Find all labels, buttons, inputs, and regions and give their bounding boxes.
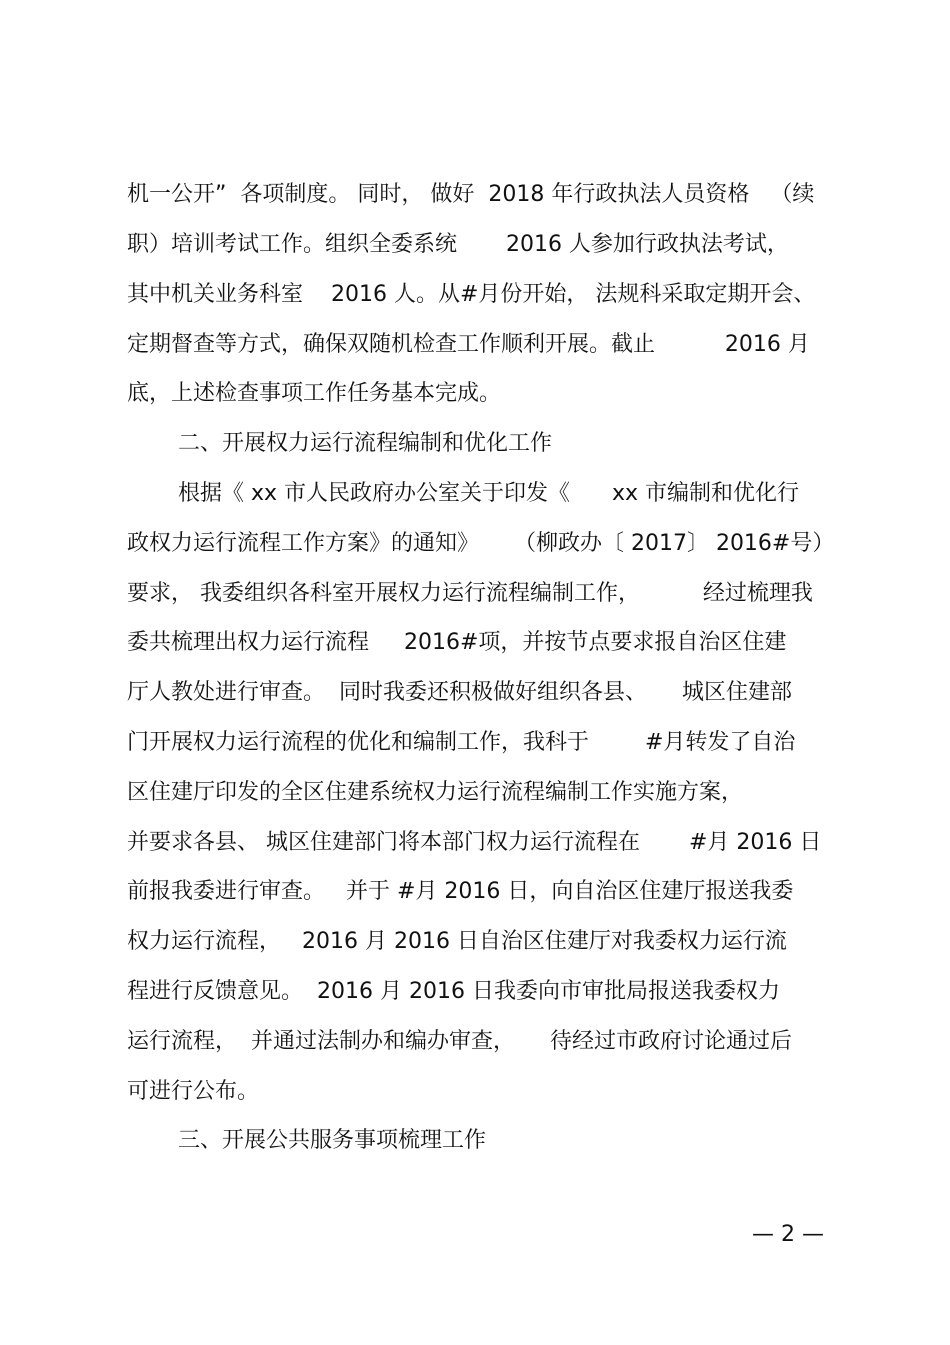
text-line: 其中机关业务科室 2016 人。从#月份开始， 法规科采取定期开会、 — [127, 282, 816, 307]
text-line: 政权力运行流程工作方案》的通知》 （柳政办〔 2017〕 2016#号） — [127, 531, 835, 556]
page-number: — 2 — — [752, 1222, 824, 1247]
text-line: 定期督查等方式，确保双随机检查工作顺利开展。截止 2016 月 — [127, 332, 810, 357]
text-line: 职）培训考试工作。组织全委系统 2016 人参加行政执法考试， — [127, 232, 789, 257]
text-line: 并要求各县、 城区住建部门将本部门权力运行流程在 #月 2016 日 — [127, 830, 822, 855]
section-heading: 二、开展权力运行流程编制和优化工作 — [178, 431, 553, 456]
text-line: 门开展权力运行流程的优化和编制工作，我科于 #月转发了自治 — [127, 730, 796, 755]
text-line: 区住建厅印发的全区住建系统权力运行流程编制工作实施方案， — [127, 780, 744, 805]
text-line: 运行流程， 并通过法制办和编办审查， 待经过市政府讨论通过后 — [127, 1029, 792, 1054]
text-line: 可进行公布。 — [127, 1079, 260, 1104]
text-line: 机一公开” 各项制度。 同时， 做好 2018 年行政执法人员资格 （续 — [127, 182, 815, 207]
text-line: 根据《 xx 市人民政府办公室关于印发《 xx 市编制和优化行 — [178, 481, 800, 506]
text-line: 委共梳理出权力运行流程 2016#项，并按节点要求报自治区住建 — [127, 630, 787, 655]
text-line: 前报我委进行审查。 并于 #月 2016 日，向自治区住建厅报送我委 — [127, 879, 794, 904]
section-heading: 三、开展公共服务事项梳理工作 — [178, 1128, 487, 1153]
text-line: 程进行反馈意见。 2016 月 2016 日我委向市审批局报送我委权力 — [127, 979, 780, 1004]
text-line: 厅人教处进行审查。 同时我委还积极做好组织各县、 城区住建部 — [127, 680, 792, 705]
text-line: 要求， 我委组织各科室开展权力运行流程编制工作， 经过梳理我 — [127, 581, 813, 606]
text-line: 底，上述检查事项工作任务基本完成。 — [127, 381, 502, 406]
text-line: 权力运行流程， 2016 月 2016 日自治区住建厅对我委权力运行流 — [127, 929, 787, 954]
